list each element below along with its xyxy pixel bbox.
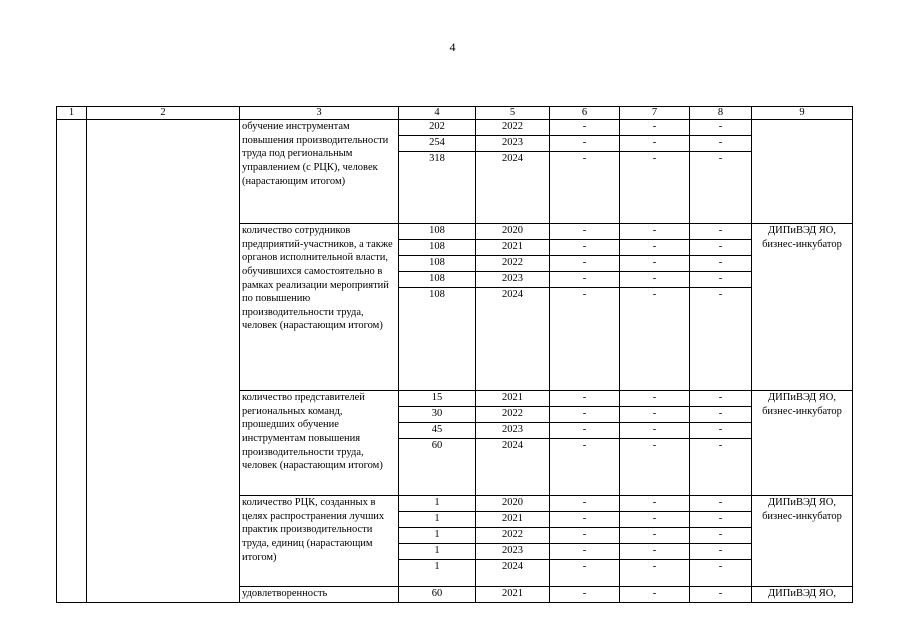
indicator-year: 2020 <box>476 496 550 512</box>
column-8-value: - <box>690 288 752 391</box>
column-6-value: - <box>550 136 620 152</box>
indicator-year: 2022 <box>476 120 550 136</box>
indicator-value: 15 <box>399 391 476 407</box>
column-6-value: - <box>550 560 620 587</box>
column-6-value: - <box>550 152 620 224</box>
table-body <box>57 107 853 603</box>
column-6-value: - <box>550 391 620 407</box>
column-6-value: - <box>550 528 620 544</box>
responsible-executor: ДИПиВЭД ЯО, бизнес-инкубатор <box>752 224 853 391</box>
column-7-value: - <box>620 391 690 407</box>
column-8-value: - <box>690 528 752 544</box>
responsible-executor: ДИПиВЭД ЯО, бизнес-инкубатор <box>752 391 853 496</box>
column-6-value: - <box>550 224 620 240</box>
indicator-value: 108 <box>399 224 476 240</box>
indicator-year: 2021 <box>476 587 550 603</box>
indicator-description: обучение инструментам повышения производительности труда под региональным управлением (с РЦК), человек (нарастающим итогом) <box>240 120 399 224</box>
column-6-value: - <box>550 240 620 256</box>
column-1-cell <box>57 120 87 603</box>
column-8-value: - <box>690 512 752 528</box>
column-header: 5 <box>476 107 550 120</box>
indicator-description: количество представителей региональных команд, прошедших обучение инструментам повышения производительности труда, человек (нарастающим итогом) <box>240 391 399 496</box>
column-header: 8 <box>690 107 752 120</box>
indicator-value: 202 <box>399 120 476 136</box>
column-7-value: - <box>620 512 690 528</box>
indicator-year: 2022 <box>476 407 550 423</box>
indicator-year: 2024 <box>476 439 550 496</box>
column-8-value: - <box>690 391 752 407</box>
column-header: 6 <box>550 107 620 120</box>
column-8-value: - <box>690 407 752 423</box>
indicator-year: 2024 <box>476 288 550 391</box>
column-7-value: - <box>620 120 690 136</box>
column-6-value: - <box>550 120 620 136</box>
column-6-value: - <box>550 512 620 528</box>
column-8-value: - <box>690 240 752 256</box>
responsible-executor: ДИПиВЭД ЯО, бизнес-инкубатор <box>752 496 853 587</box>
indicator-value: 318 <box>399 152 476 224</box>
indicator-value: 254 <box>399 136 476 152</box>
column-header: 9 <box>752 107 853 120</box>
column-8-value: - <box>690 423 752 439</box>
column-6-value: - <box>550 256 620 272</box>
indicator-year: 2022 <box>476 528 550 544</box>
column-8-value: - <box>690 560 752 587</box>
indicator-year: 2024 <box>476 152 550 224</box>
indicator-value: 1 <box>399 560 476 587</box>
page-number: 4 <box>449 40 456 54</box>
column-7-value: - <box>620 528 690 544</box>
column-8-value: - <box>690 120 752 136</box>
column-6-value: - <box>550 496 620 512</box>
column-8-value: - <box>690 152 752 224</box>
indicator-year: 2023 <box>476 272 550 288</box>
indicator-value: 108 <box>399 256 476 272</box>
column-8-value: - <box>690 544 752 560</box>
indicator-year: 2021 <box>476 512 550 528</box>
column-7-value: - <box>620 407 690 423</box>
indicator-description: удовлетворенность <box>240 587 399 603</box>
indicator-description: количество сотрудников предприятий-участников, а также органов исполнительной власти, обучившихся самостоятельно в рамках реализации мероприятий по повышению производительности труда, человек (нарастающим итогом) <box>240 224 399 391</box>
indicator-year: 2020 <box>476 224 550 240</box>
indicator-year: 2023 <box>476 136 550 152</box>
column-7-value: - <box>620 288 690 391</box>
column-6-value: - <box>550 423 620 439</box>
column-6-value: - <box>550 544 620 560</box>
indicator-year: 2021 <box>476 240 550 256</box>
column-header: 2 <box>87 107 240 120</box>
column-6-value: - <box>550 407 620 423</box>
column-7-value: - <box>620 152 690 224</box>
column-7-value: - <box>620 256 690 272</box>
column-8-value: - <box>690 587 752 603</box>
indicator-value: 60 <box>399 439 476 496</box>
indicator-year: 2023 <box>476 423 550 439</box>
column-8-value: - <box>690 136 752 152</box>
column-8-value: - <box>690 256 752 272</box>
column-header: 1 <box>57 107 87 120</box>
column-header: 7 <box>620 107 690 120</box>
column-7-value: - <box>620 439 690 496</box>
indicator-value: 108 <box>399 288 476 391</box>
column-6-value: - <box>550 288 620 391</box>
column-7-value: - <box>620 240 690 256</box>
column-7-value: - <box>620 560 690 587</box>
column-6-value: - <box>550 272 620 288</box>
indicator-value: 60 <box>399 587 476 603</box>
indicator-year: 2022 <box>476 256 550 272</box>
indicator-description: количество РЦК, созданных в целях распространения лучших практик производительности труда, единиц (нарастающим итогом) <box>240 496 399 587</box>
indicator-year: 2024 <box>476 560 550 587</box>
column-7-value: - <box>620 496 690 512</box>
indicator-value: 30 <box>399 407 476 423</box>
indicator-value: 1 <box>399 528 476 544</box>
column-6-value: - <box>550 439 620 496</box>
column-7-value: - <box>620 224 690 240</box>
responsible-executor <box>752 120 853 224</box>
indicator-value: 108 <box>399 240 476 256</box>
indicators-table <box>56 106 853 603</box>
indicator-value: 108 <box>399 272 476 288</box>
responsible-executor: ДИПиВЭД ЯО, <box>752 587 853 603</box>
indicator-value: 45 <box>399 423 476 439</box>
column-header: 3 <box>240 107 399 120</box>
column-7-value: - <box>620 587 690 603</box>
column-6-value: - <box>550 587 620 603</box>
indicator-value: 1 <box>399 496 476 512</box>
column-7-value: - <box>620 423 690 439</box>
column-7-value: - <box>620 544 690 560</box>
column-7-value: - <box>620 272 690 288</box>
column-2-cell <box>87 120 240 603</box>
column-8-value: - <box>690 496 752 512</box>
indicator-value: 1 <box>399 544 476 560</box>
column-7-value: - <box>620 136 690 152</box>
indicator-year: 2021 <box>476 391 550 407</box>
header-row <box>57 107 853 120</box>
indicator-value: 1 <box>399 512 476 528</box>
indicator-year: 2023 <box>476 544 550 560</box>
column-8-value: - <box>690 224 752 240</box>
table-row <box>57 120 853 136</box>
column-8-value: - <box>690 439 752 496</box>
column-8-value: - <box>690 272 752 288</box>
column-header: 4 <box>399 107 476 120</box>
